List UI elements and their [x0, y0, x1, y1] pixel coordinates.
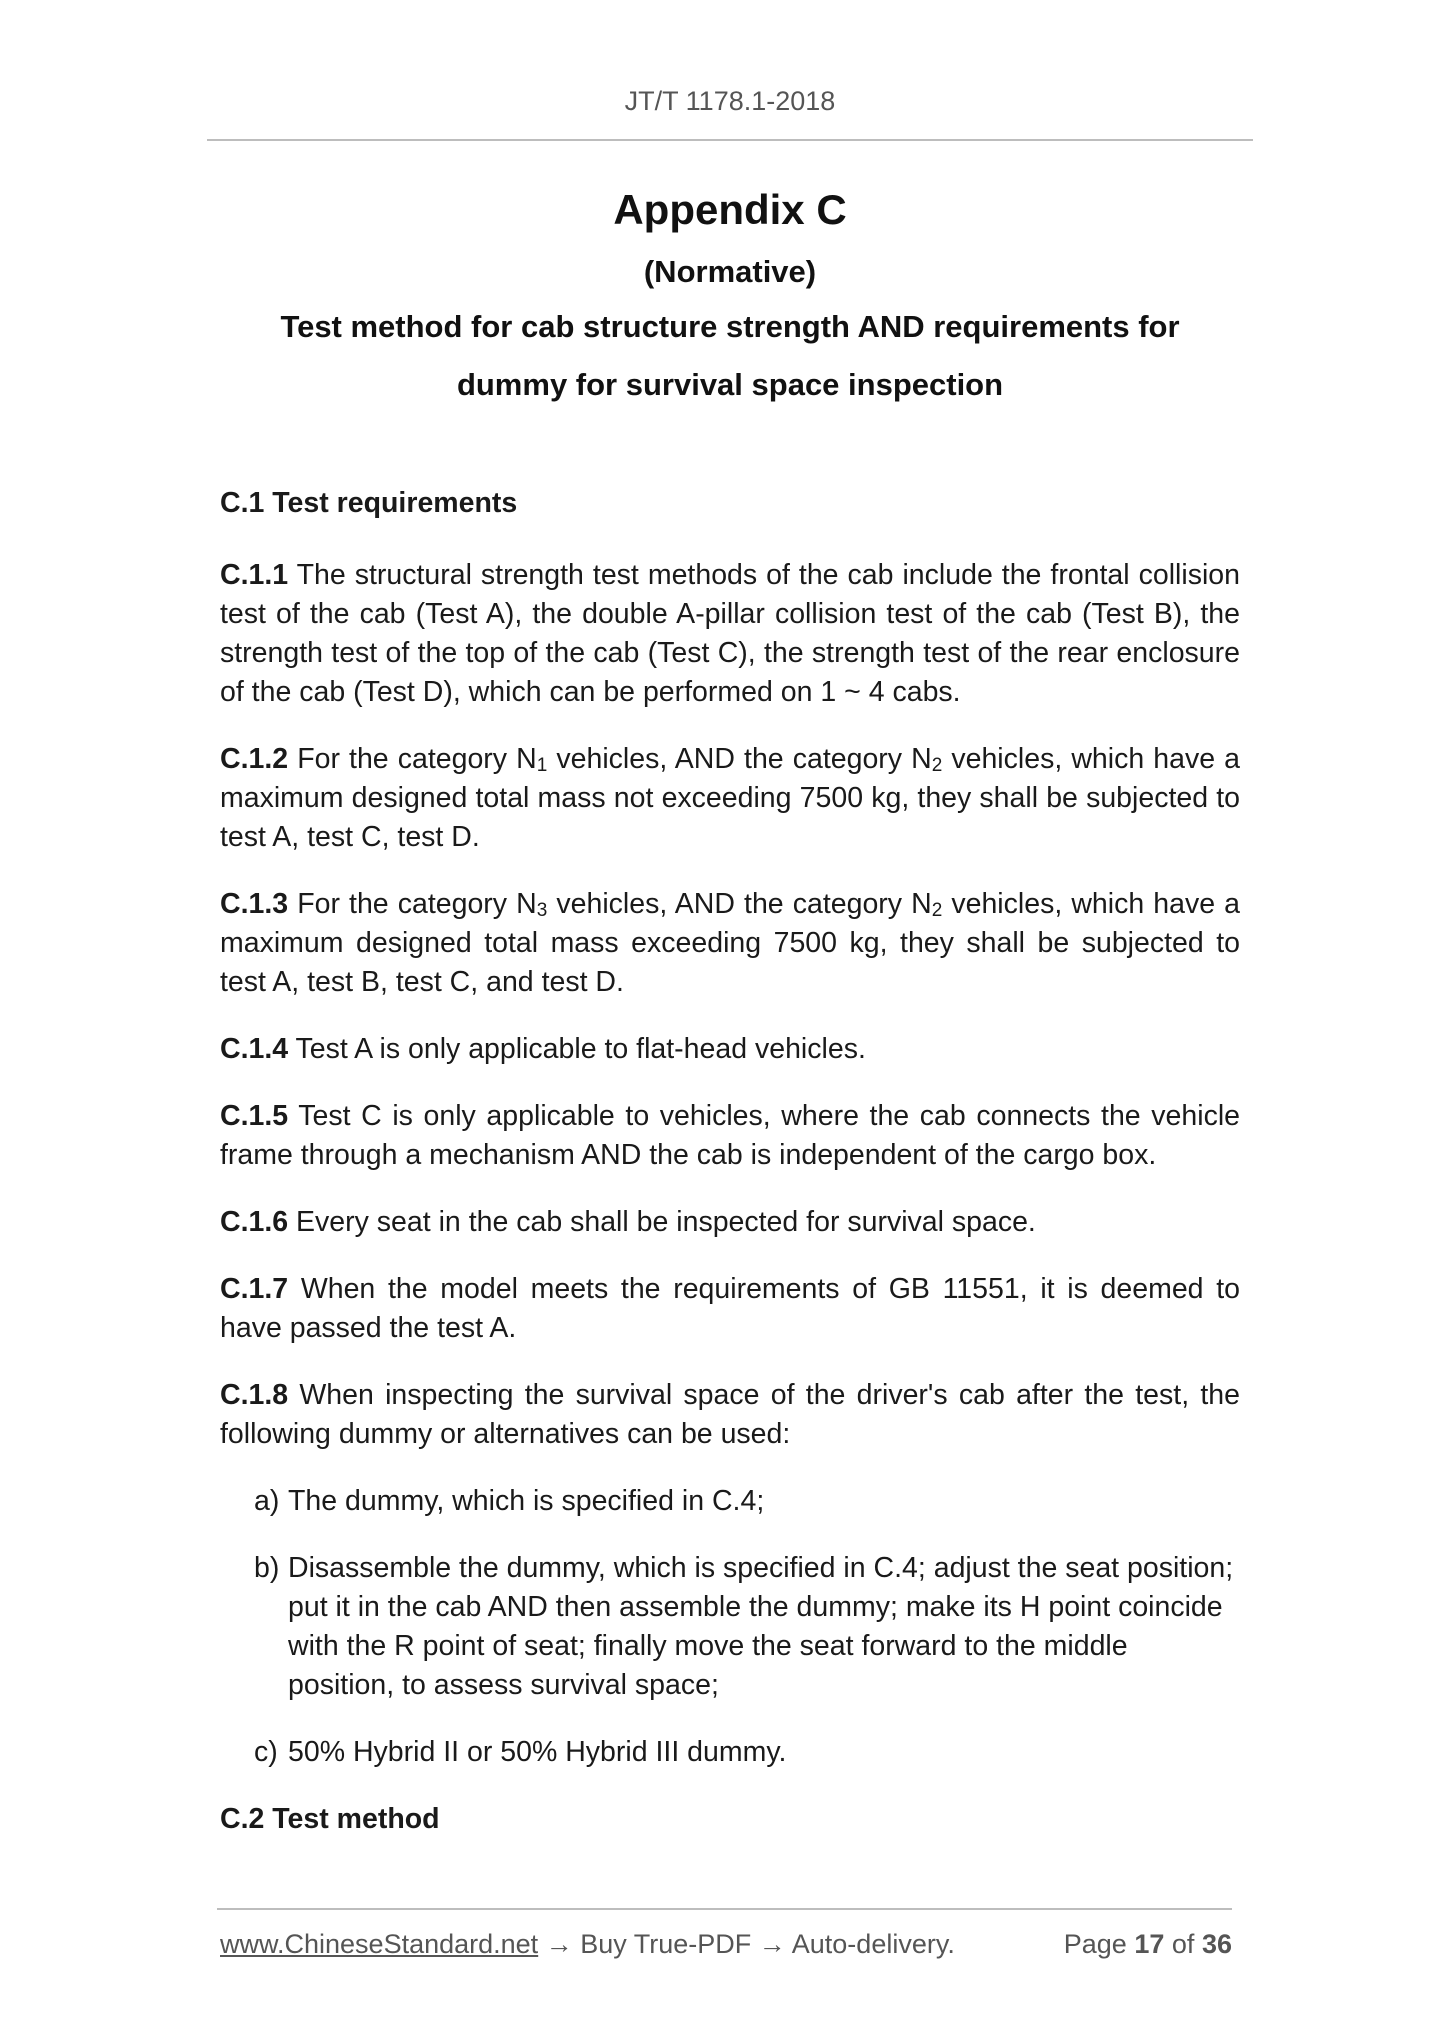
- clause-text: vehicles, AND the category N: [547, 743, 932, 775]
- page-header-doc-code: JT/T 1178.1-2018: [624, 86, 836, 116]
- list-item: [254, 1733, 1240, 1772]
- page-number: [1064, 1929, 1232, 1960]
- title-block: [207, 180, 1253, 414]
- page-label: Page: [1063, 1929, 1127, 1959]
- clause-text: Every seat in the cab shall be inspected for survival space.: [288, 1206, 1036, 1238]
- clause-number: C.1.3: [220, 888, 289, 920]
- clause-text: vehicles, AND the category N: [547, 888, 932, 920]
- appendix-title: Appendix C: [613, 186, 847, 233]
- list-item-text: 50% Hybrid II or 50% Hybrid III dummy.: [288, 1736, 787, 1768]
- of-label: of: [1171, 1929, 1195, 1959]
- clause-number: C.1.7: [220, 1273, 289, 1305]
- category-subscript: 1: [536, 755, 548, 776]
- section-heading-c2: C.2 Test method: [220, 1803, 440, 1835]
- clause-c1-1: [220, 556, 1240, 712]
- clause-c1-7: [220, 1270, 1240, 1348]
- clause-number: C.1.5: [220, 1100, 289, 1132]
- clause-c1-4: [220, 1030, 1240, 1069]
- clause-c1-3: [220, 885, 1240, 1002]
- appendix-nature: (Normative): [643, 254, 817, 289]
- clause-text: Test C is only applicable to vehicles, where the cab connects the vehicle frame through a mechanism AND the cab is independent of the cargo box.: [220, 1100, 1240, 1171]
- total-pages: 36: [1201, 1929, 1232, 1959]
- footer-divider: [217, 1908, 1232, 1910]
- list-item: [254, 1549, 1240, 1705]
- document-body: [220, 484, 1240, 1872]
- clause-c1-8: [220, 1376, 1240, 1454]
- footer-buy-text: Buy True-PDF: [580, 1929, 752, 1959]
- list-item-text: The dummy, which is specified in C.4;: [288, 1485, 765, 1517]
- clause-number: C.1.1: [220, 559, 289, 591]
- appendix-subtitle: [207, 298, 1253, 414]
- clause-c1-2: [220, 740, 1240, 857]
- website-link[interactable]: www.ChineseStandard.net: [220, 1929, 539, 1959]
- list-item-label: a): [254, 1485, 280, 1517]
- clause-number: C.1.2: [220, 743, 289, 775]
- clause-text: Test A is only applicable to flat-head vehicles.: [288, 1033, 866, 1065]
- clause-text: vehicles, which have a maximum designed total mass not exceeding 7500 kg, they shall be subjected to test A, test C, test D.: [220, 743, 1241, 853]
- clause-c1-6: [220, 1203, 1240, 1242]
- list-item-label: c): [254, 1736, 278, 1768]
- clause-text: The structural strength test methods of the cab include the frontal collision test of the cab (Test A), the double A-pillar collision test of the cab (Test B), the strength test of the top of the cab (Test C), the strength test of the rear enclosure of the cab (Test D), which can be performed on 1 ~ 4 cabs.: [220, 559, 1240, 708]
- header-divider: [207, 139, 1253, 141]
- list-item: [254, 1482, 1240, 1521]
- arrow-icon: →: [538, 1929, 581, 1959]
- arrow-icon: →: [751, 1929, 792, 1959]
- list-item-label: b): [254, 1552, 280, 1584]
- clause-text: For the category N: [288, 888, 537, 920]
- clause-number: C.1.8: [220, 1379, 289, 1411]
- subtitle-line-2: dummy for survival space inspection: [456, 367, 1004, 402]
- clause-number: C.1.4: [220, 1033, 289, 1065]
- clause-text: When the model meets the requirements of GB 11551, it is deemed to have passed the test A.: [220, 1273, 1240, 1344]
- category-subscript: 2: [931, 755, 943, 776]
- footer-promo: [220, 1929, 955, 1960]
- current-page: 17: [1134, 1929, 1165, 1959]
- subtitle-line-1: Test method for cab structure strength AND requirements for: [280, 309, 1180, 344]
- section-heading-c1: C.1 Test requirements: [220, 487, 518, 519]
- clause-text: For the category N: [288, 743, 537, 775]
- footer-delivery-text: Auto-delivery.: [791, 1929, 955, 1959]
- clause-c1-5: [220, 1097, 1240, 1175]
- category-subscript: 2: [931, 900, 943, 921]
- list-item-text: Disassemble the dummy, which is specified in C.4; adjust the seat position; put it in the cab AND then assemble the dummy; make its H point coincide with the R point of seat; finally move the seat forward to the middle position, to assess survival space;: [288, 1552, 1234, 1701]
- clause-text: When inspecting the survival space of the driver's cab after the test, the following dummy or alternatives can be used:: [220, 1379, 1240, 1450]
- clause-number: C.1.6: [220, 1206, 289, 1238]
- category-subscript: 3: [536, 900, 548, 921]
- clause-text: vehicles, which have a maximum designed total mass exceeding 7500 kg, they shall be subjected to test A, test B, test C, and test D.: [220, 888, 1241, 998]
